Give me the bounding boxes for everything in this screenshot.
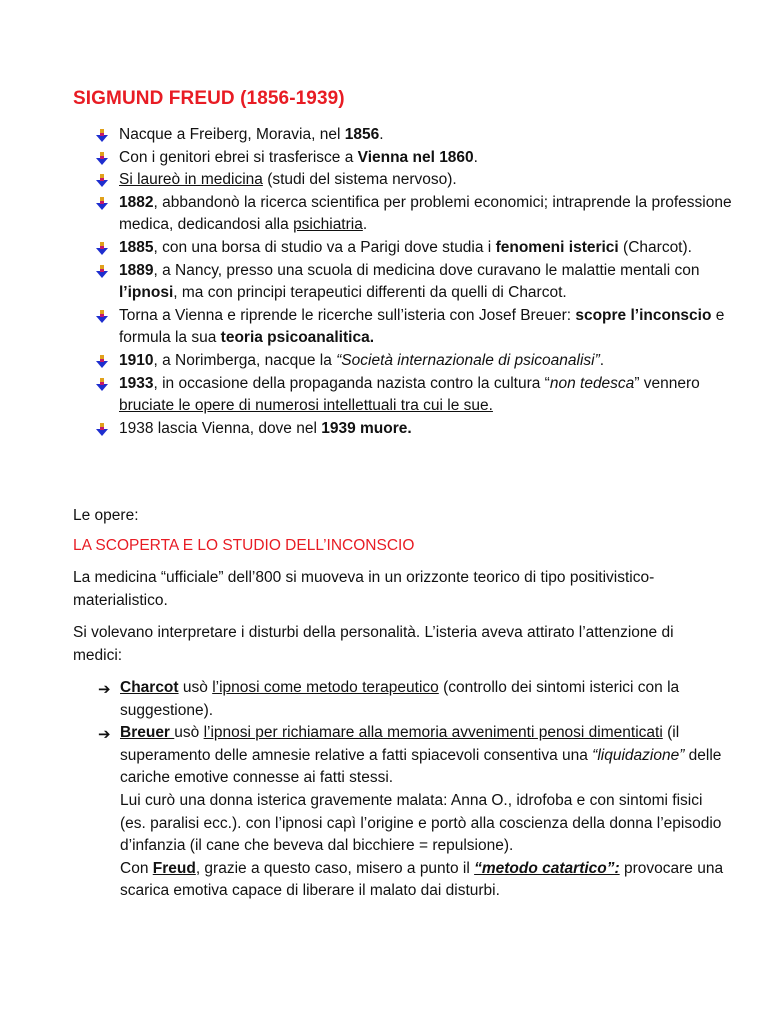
paragraph-hysteria: Si volevano interpretare i disturbi della personalità. L’isteria aveva attirato l’attenzione di medici: <box>73 624 674 664</box>
list-item: 1885, con una borsa di studio va a Parigi dove studia i fenomeni isterici (Charcot). <box>96 237 736 260</box>
right-arrow-icon: ➔ <box>98 681 111 698</box>
list-item: 1910, a Norimberga, nacque la “Società internazionale di psicoanalisi”. <box>96 350 736 373</box>
list-item: 1938 lascia Vienna, dove nel 1939 muore. <box>96 418 736 441</box>
down-arrow-bullet-icon <box>96 129 108 143</box>
anna-o-paragraph: Lui curò una donna isterica gravemente malata: Anna O., idrofoba e con sintomi fisici (es. paralisi ecc.). con l’ipnosi capì l’origine e portò alla coscienza della donna l’episodio d’infanzia (il cane che beveva dal bicchiere = repulsione). <box>120 791 722 855</box>
list-item: Nacque a Freiberg, Moravia, nel 1856. <box>96 124 736 147</box>
works-label: Le opere: <box>73 507 139 524</box>
down-arrow-bullet-icon <box>96 242 108 256</box>
right-arrow-icon: ➔ <box>98 726 111 744</box>
list-item: 1889, a Nancy, presso una scuola di medicina dove curavano le malattie mentali con l’ipnosi, ma con principi terapeutici differenti da quelli di Charcot. <box>96 260 736 305</box>
biography-list <box>96 124 736 440</box>
down-arrow-bullet-icon <box>96 152 108 166</box>
down-arrow-bullet-icon <box>96 310 108 324</box>
paragraph-medicine: La medicina “ufficiale” dell’800 si muoveva in un orizzonte teorico di tipo positivistico-materialistico. <box>73 569 655 609</box>
down-arrow-bullet-icon <box>96 378 108 392</box>
cathartic-method: “metodo catartico”: <box>474 859 620 877</box>
down-arrow-bullet-icon <box>96 265 108 279</box>
down-arrow-bullet-icon <box>96 174 108 188</box>
list-item-charcot: ➔ Charcot usò l’ipnosi come metodo terapeutico (controllo dei sintomi isterici con la suggestione). <box>98 679 680 719</box>
page-title: SIGMUND FREUD (1856-1939) <box>73 88 345 109</box>
list-item: 1882, abbandonò la ricerca scientifica per problemi economici; intraprende la professione medica, dedicandosi alla psichiatria. <box>96 192 736 237</box>
down-arrow-bullet-icon <box>96 423 108 437</box>
section-heading: LA SCOPERTA E LO STUDIO DELL’INCONSCIO <box>73 537 415 554</box>
list-item: Si laureò in medicina (studi del sistema nervoso). <box>96 169 736 192</box>
down-arrow-bullet-icon <box>96 355 108 369</box>
list-item-breuer: ➔ Breuer usò l’ipnosi per richiamare alla memoria avvenimenti penosi dimenticati (il superamento delle amnesie relative a fatti spiacevoli consentiva una “liquidazione” delle cariche emotive connesse ai fatti stessi. Lui curò una donna isterica gravemente malata: Anna O., idrofoba e con sintomi fisici (es. paralisi ecc.). con l’ipnosi capì l’origine e portò alla coscienza della donna l’episodio d’infanzia (il cane che beveva dal bicchiere = repulsione). Con Freud, grazie a questo caso, misero a punto il “metodo catartico”: provocare una scarica emotiva capace di liberare il malato dai disturbi. <box>98 724 724 900</box>
physicians-list <box>98 677 728 903</box>
list-item: 1933, in occasione della propaganda nazista contro la cultura “non tedesca” vennero bruciate le opere di numerosi intellettuali tra cui le sue. <box>96 373 736 418</box>
down-arrow-bullet-icon <box>96 197 108 211</box>
list-item: Torna a Vienna e riprende le ricerche sull’isteria con Josef Breuer: scopre l’inconscio e formula la sua teoria psicoanalitica. <box>96 305 736 350</box>
list-item: Con i genitori ebrei si trasferisce a Vienna nel 1860. <box>96 147 736 170</box>
